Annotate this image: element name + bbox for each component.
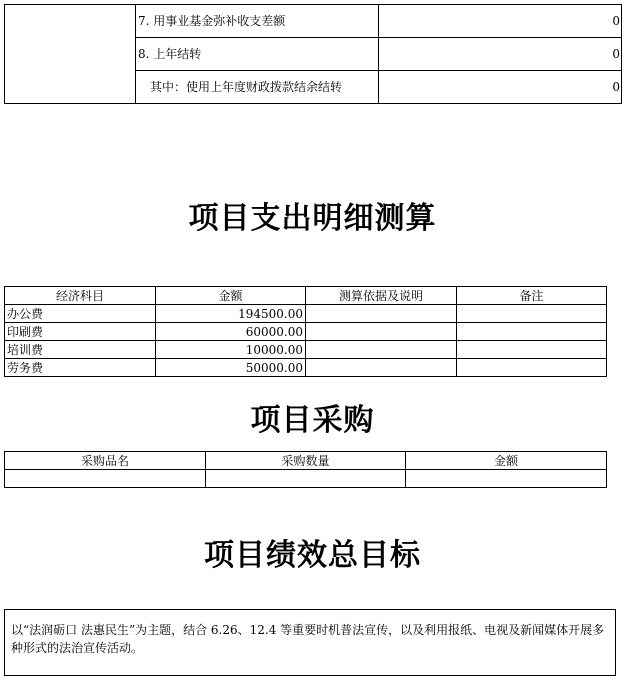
table-row bbox=[5, 470, 607, 488]
item-cell: 培训费 bbox=[5, 341, 156, 359]
table-row bbox=[5, 5, 622, 38]
row-label: 7. 用事业基金弥补收支差额 bbox=[136, 5, 379, 38]
table-row bbox=[5, 341, 607, 359]
basis-cell bbox=[306, 341, 457, 359]
purchase-table bbox=[4, 451, 607, 488]
section-title-measure: 项目支出明细测算 bbox=[188, 201, 437, 236]
table-cell-blank bbox=[5, 5, 136, 104]
column-header: 经济科目 bbox=[5, 287, 156, 305]
table-row bbox=[5, 323, 607, 341]
basis-cell bbox=[306, 305, 457, 323]
column-header: 采购数量 bbox=[206, 452, 406, 470]
column-header: 金额 bbox=[156, 287, 306, 305]
column-header: 测算依据及说明 bbox=[306, 287, 457, 305]
column-header: 备注 bbox=[457, 287, 607, 305]
table-cell-empty bbox=[5, 470, 206, 488]
section-title-purchase: 项目采购 bbox=[250, 403, 375, 438]
section-title-goal: 项目绩效总目标 bbox=[204, 538, 421, 573]
basis-cell bbox=[306, 359, 457, 377]
row-label: 8. 上年结转 bbox=[136, 38, 379, 71]
table-header-row bbox=[5, 452, 607, 470]
performance-goal-text: 以“法润砺口 法惠民生”为主题，结合 6.26、12.4 等重要时机普法宣传，以及利用报纸、电视及新闻媒体开展多种形式的法治宣传活动。 bbox=[4, 609, 616, 676]
note-cell bbox=[457, 323, 607, 341]
row-value: 0 bbox=[379, 71, 622, 104]
note-cell bbox=[457, 305, 607, 323]
expense-detail-table bbox=[4, 286, 607, 377]
table-row bbox=[5, 359, 607, 377]
note-cell bbox=[457, 359, 607, 377]
row-value: 0 bbox=[379, 38, 622, 71]
budget-summary-table bbox=[4, 4, 622, 104]
table-cell-empty bbox=[206, 470, 406, 488]
amount-cell: 50000.00 bbox=[156, 359, 306, 377]
table-row bbox=[5, 305, 607, 323]
column-header: 金额 bbox=[406, 452, 607, 470]
amount-cell: 194500.00 bbox=[156, 305, 306, 323]
row-value: 0 bbox=[379, 5, 622, 38]
item-cell: 劳务费 bbox=[5, 359, 156, 377]
row-label: 其中：使用上年度财政拨款结余结转 bbox=[136, 71, 379, 104]
table-header-row bbox=[5, 287, 607, 305]
basis-cell bbox=[306, 323, 457, 341]
amount-cell: 10000.00 bbox=[156, 341, 306, 359]
note-cell bbox=[457, 341, 607, 359]
item-cell: 办公费 bbox=[5, 305, 156, 323]
table-cell-empty bbox=[406, 470, 607, 488]
amount-cell: 60000.00 bbox=[156, 323, 306, 341]
item-cell: 印刷费 bbox=[5, 323, 156, 341]
column-header: 采购品名 bbox=[5, 452, 206, 470]
